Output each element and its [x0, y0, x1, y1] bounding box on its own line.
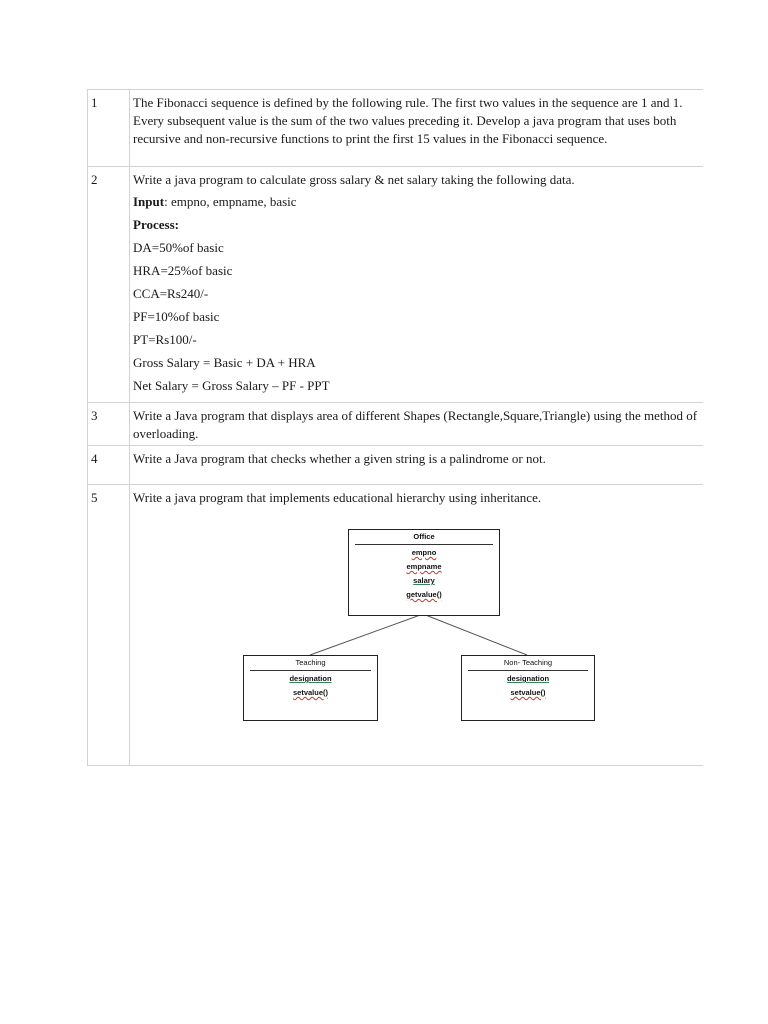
- row-number: 3: [88, 403, 130, 446]
- table-row: [88, 446, 704, 485]
- fibonacci-question: The Fibonacci sequence is defined by the following rule. The first two values in the sequence are 1 and 1. Every subsequent value is the sum of the two values preceding it. Develop a java program that uses both recursive and non-recursive functions to print the first 15 values in the Fibonacci sequence.: [133, 95, 683, 146]
- divider: [468, 670, 588, 671]
- divider: [355, 544, 493, 545]
- formula-line: Gross Salary = Basic + DA + HRA: [133, 355, 316, 370]
- exercise-text: [130, 485, 704, 766]
- formula-line: HRA=25%of basic: [133, 263, 233, 278]
- exercise-table: [87, 89, 703, 766]
- table-row: [88, 403, 704, 446]
- formula-line: CCA=Rs240/-: [133, 286, 209, 301]
- office-method: getvalue(): [406, 590, 442, 599]
- office-attribute: salary: [413, 576, 435, 585]
- non-teaching-class-box: [461, 655, 595, 721]
- divider: [250, 670, 371, 671]
- office-class-box: [348, 529, 500, 616]
- teaching-title: Teaching: [295, 658, 326, 667]
- office-title: Office: [413, 532, 435, 541]
- table-row: [88, 485, 704, 766]
- input-label: Input: [133, 194, 165, 209]
- exercise-text: [130, 446, 704, 485]
- table-row: [88, 167, 704, 403]
- non-teaching-attribute: designation: [506, 674, 550, 683]
- row-number: 2: [88, 167, 130, 403]
- row-number: 1: [88, 90, 130, 167]
- process-label: Process:: [133, 217, 179, 232]
- formula-line: PT=Rs100/-: [133, 332, 197, 347]
- formula-line: Net Salary = Gross Salary – PF - PPT: [133, 378, 330, 393]
- table-row: [88, 90, 704, 167]
- exercise-text: [130, 167, 704, 403]
- inheritance-diagram: [133, 507, 613, 717]
- teaching-method: setvalue(): [292, 688, 328, 697]
- row-number: 4: [88, 446, 130, 485]
- exercise-text: [130, 403, 704, 446]
- connector-non-teaching: [423, 614, 527, 655]
- row-number: 5: [88, 485, 130, 766]
- office-attribute: empname: [406, 562, 442, 571]
- input-line: [133, 193, 703, 211]
- teaching-class-box: [243, 655, 378, 721]
- formula-line: DA=50%of basic: [133, 240, 224, 255]
- palindrome-question: Write a Java program that checks whether a given string is a palindrome or not.: [133, 451, 546, 466]
- input-value: : empno, empname, basic: [164, 194, 297, 209]
- exercise-text: [130, 90, 704, 167]
- shapes-question: Write a Java program that displays area of different Shapes (Rectangle,Square,Triangle) using the method of overloading.: [133, 408, 698, 441]
- connector-teaching: [310, 614, 423, 655]
- formula-line: PF=10%of basic: [133, 309, 220, 324]
- salary-question: Write a java program to calculate gross salary & net salary taking the following data.: [133, 172, 575, 187]
- non-teaching-title: Non- Teaching: [503, 658, 553, 667]
- non-teaching-method: setvalue(): [510, 688, 546, 697]
- office-attribute: empno: [411, 548, 437, 557]
- teaching-attribute: designation: [289, 674, 332, 683]
- inheritance-question: Write a java program that implements educational hierarchy using inheritance.: [133, 490, 542, 505]
